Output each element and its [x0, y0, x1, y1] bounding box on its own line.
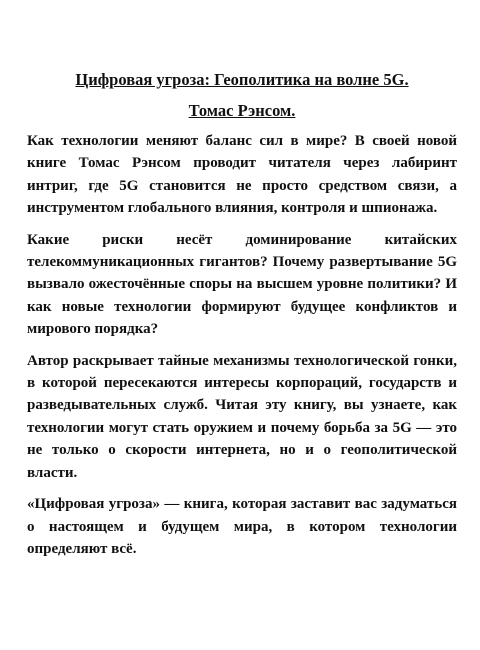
paragraph-4: «Цифровая угроза» — книга, которая заставит вас задуматься о настоящем и будущем мира, в котором технологии определяют всё.: [27, 496, 457, 557]
book-author: Томас Рэнсом.: [188, 101, 296, 120]
paragraph-2: Какие риски несёт доминирование китайских телекоммуникационных гигантов? Почему развертывание 5G вызвало ожесточённые споры на высшем уровне политики? И как новые технологии формируют будущее конфликтов и мирового порядка?: [27, 231, 457, 338]
paragraph-1: Как технологии меняют баланс сил в мире? В своей новой книге Томас Рэнсом проводит читателя через лабиринт интриг, где 5G становится не просто средством связи, а инструментом глобального влияния, контроля и шпионажа.: [27, 133, 457, 217]
book-title: Цифровая угроза: Геополитика на волне 5G.: [75, 70, 409, 89]
paragraph-3: Автор раскрывает тайные механизмы технологической гонки, в которой пересекаются интересы корпораций, государств и разведывательных служб. Читая эту книгу, вы узнаете, как технологии могут стать оружием и почему борьба за 5G — это не только о скорости интернета, но и о геополитической власти.: [27, 352, 457, 481]
